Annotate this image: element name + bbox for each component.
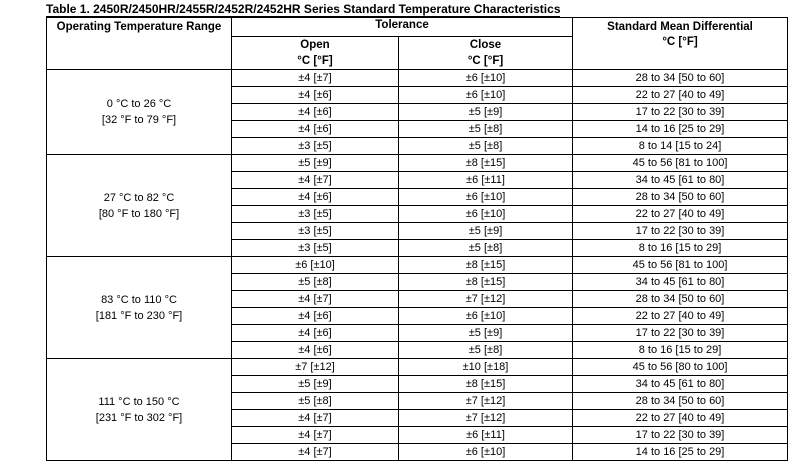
operating-range-cell	[47, 257, 232, 359]
open-tolerance-cell: ±5 [±9]	[232, 155, 399, 172]
close-tolerance-cell: ±5 [±8]	[399, 342, 573, 359]
differential-cell: 17 to 22 [30 to 39]	[573, 427, 788, 444]
open-tolerance-cell: ±3 [±5]	[232, 223, 399, 240]
header-close-label: Close	[469, 39, 502, 51]
open-tolerance-cell: ±7 [±12]	[232, 359, 399, 376]
differential-cell: 22 to 27 [40 to 49]	[573, 308, 788, 325]
differential-cell: 34 to 45 [61 to 80]	[573, 172, 788, 189]
differential-cell: 28 to 34 [50 to 60]	[573, 393, 788, 410]
header-close-unit: °C [°F]	[467, 55, 504, 67]
operating-range-cell	[47, 359, 232, 461]
header-differential	[573, 18, 788, 70]
differential-cell: 28 to 34 [50 to 60]	[573, 70, 788, 87]
close-tolerance-cell: ±8 [±15]	[399, 257, 573, 274]
close-tolerance-cell: ±5 [±8]	[399, 138, 573, 155]
table-row	[47, 359, 788, 376]
close-tolerance-cell: ±8 [±15]	[399, 376, 573, 393]
differential-cell: 14 to 16 [25 to 29]	[573, 121, 788, 138]
differential-cell: 17 to 22 [30 to 39]	[573, 223, 788, 240]
open-tolerance-cell: ±4 [±7]	[232, 444, 399, 461]
open-tolerance-cell: ±4 [±6]	[232, 308, 399, 325]
differential-cell: 45 to 56 [81 to 100]	[573, 155, 788, 172]
differential-cell: 22 to 27 [40 to 49]	[573, 206, 788, 223]
close-tolerance-cell: ±5 [±8]	[399, 240, 573, 257]
temperature-characteristics-table	[46, 17, 788, 461]
open-tolerance-cell: ±4 [±7]	[232, 427, 399, 444]
close-tolerance-cell: ±5 [±8]	[399, 121, 573, 138]
open-tolerance-cell: ±4 [±6]	[232, 104, 399, 121]
table-row	[47, 155, 788, 172]
table-row	[47, 70, 788, 87]
header-differential-label: Standard Mean Differential	[607, 21, 753, 33]
differential-cell: 34 to 45 [61 to 80]	[573, 274, 788, 291]
close-tolerance-cell: ±10 [±18]	[399, 359, 573, 376]
close-tolerance-cell: ±6 [±10]	[399, 206, 573, 223]
open-tolerance-cell: ±4 [±6]	[232, 121, 399, 138]
table-row	[47, 257, 788, 274]
range-celsius: 83 °C to 110 °C	[101, 293, 177, 306]
range-fahrenheit: [80 °F to 180 °F]	[98, 207, 180, 220]
open-tolerance-cell: ±4 [±7]	[232, 291, 399, 308]
differential-cell: 28 to 34 [50 to 60]	[573, 291, 788, 308]
differential-cell: 45 to 56 [80 to 100]	[573, 359, 788, 376]
range-fahrenheit: [231 °F to 302 °F]	[95, 411, 183, 424]
range-fahrenheit: [32 °F to 79 °F]	[101, 114, 177, 126]
header-operating-range: Operating Temperature Range	[47, 18, 232, 70]
close-tolerance-cell: ±6 [±10]	[399, 308, 573, 325]
open-tolerance-cell: ±3 [±5]	[232, 206, 399, 223]
header-differential-unit: °C [°F]	[662, 36, 698, 48]
open-tolerance-cell: ±4 [±6]	[232, 189, 399, 206]
open-tolerance-cell: ±4 [±6]	[232, 325, 399, 342]
differential-cell: 34 to 45 [61 to 80]	[573, 376, 788, 393]
range-fahrenheit: [181 °F to 230 °F]	[95, 309, 183, 322]
close-tolerance-cell: ±5 [±9]	[399, 104, 573, 121]
close-tolerance-cell: ±5 [±9]	[399, 325, 573, 342]
differential-cell: 17 to 22 [30 to 39]	[573, 325, 788, 342]
range-celsius: 0 °C to 26 °C	[106, 98, 172, 110]
close-tolerance-cell: ±5 [±9]	[399, 223, 573, 240]
open-tolerance-cell: ±4 [±7]	[232, 410, 399, 427]
differential-cell: 28 to 34 [50 to 60]	[573, 189, 788, 206]
header-open	[232, 37, 399, 70]
close-tolerance-cell: ±6 [±10]	[399, 87, 573, 104]
open-tolerance-cell: ±6 [±10]	[232, 257, 399, 274]
range-celsius: 111 °C to 150 °C	[98, 395, 180, 408]
differential-cell: 22 to 27 [40 to 49]	[573, 410, 788, 427]
operating-range-cell	[47, 70, 232, 155]
open-tolerance-cell: ±5 [±9]	[232, 376, 399, 393]
close-tolerance-cell: ±7 [±12]	[399, 291, 573, 308]
close-tolerance-cell: ±8 [±15]	[399, 274, 573, 291]
operating-range-cell	[47, 155, 232, 257]
close-tolerance-cell: ±6 [±11]	[399, 172, 573, 189]
close-tolerance-cell: ±6 [±10]	[399, 189, 573, 206]
open-tolerance-cell: ±4 [±7]	[232, 172, 399, 189]
close-tolerance-cell: ±6 [±10]	[399, 444, 573, 461]
table-caption: Table 1. 2450R/2450HR/2455R/2452R/2452HR Series Standard Temperature Characteristics	[46, 2, 561, 16]
open-tolerance-cell: ±4 [±6]	[232, 342, 399, 359]
close-tolerance-cell: ±6 [±11]	[399, 427, 573, 444]
open-tolerance-cell: ±5 [±8]	[232, 393, 399, 410]
close-tolerance-cell: ±6 [±10]	[399, 70, 573, 87]
range-celsius: 27 °C to 82 °C	[103, 191, 175, 204]
differential-cell: 8 to 16 [15 to 29]	[573, 342, 788, 359]
differential-cell: 8 to 14 [15 to 24]	[573, 138, 788, 155]
header-close	[399, 37, 573, 70]
open-tolerance-cell: ±4 [±7]	[232, 70, 399, 87]
differential-cell: 8 to 16 [15 to 29]	[573, 240, 788, 257]
differential-cell: 22 to 27 [40 to 49]	[573, 87, 788, 104]
header-tolerance: Tolerance	[232, 18, 573, 37]
table-body	[47, 70, 788, 461]
close-tolerance-cell: ±7 [±12]	[399, 393, 573, 410]
differential-cell: 45 to 56 [81 to 100]	[573, 257, 788, 274]
differential-cell: 17 to 22 [30 to 39]	[573, 104, 788, 121]
header-open-label: Open	[300, 39, 330, 51]
open-tolerance-cell: ±3 [±5]	[232, 240, 399, 257]
differential-cell: 14 to 16 [25 to 29]	[573, 444, 788, 461]
close-tolerance-cell: ±7 [±12]	[399, 410, 573, 427]
header-open-unit: °C [°F]	[297, 55, 333, 67]
close-tolerance-cell: ±8 [±15]	[399, 155, 573, 172]
open-tolerance-cell: ±3 [±5]	[232, 138, 399, 155]
open-tolerance-cell: ±4 [±6]	[232, 87, 399, 104]
open-tolerance-cell: ±5 [±8]	[232, 274, 399, 291]
